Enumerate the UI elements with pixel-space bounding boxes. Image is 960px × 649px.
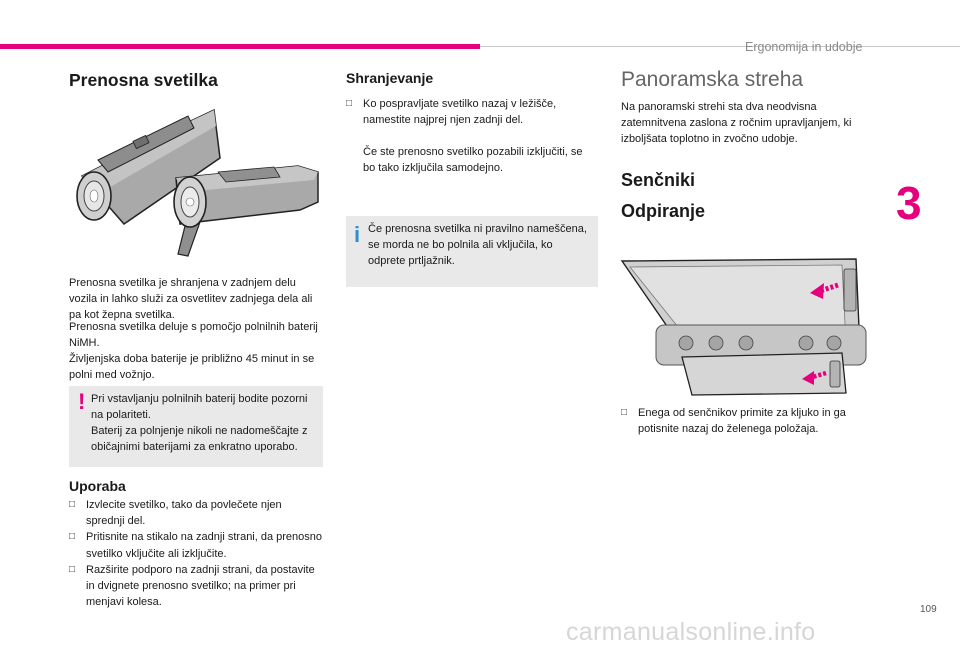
checkbox-icon: □ bbox=[621, 407, 628, 418]
battery-life-info: Življenjska doba baterije je približno 45 minut in se polni med vožnjo. bbox=[69, 353, 315, 382]
list-item: □ Razširite podporo na zadnji strani, da postavite in dvignete prenosno svetilko; na primer pri menjavi kolesa. bbox=[69, 563, 315, 609]
sunshades-title: Senčniki bbox=[621, 170, 696, 190]
list-item: □ Izvlecite svetilko, tako da povlečete njen sprednji del. bbox=[69, 499, 282, 528]
list-item: □ Ko pospravljate svetilko nazaj v ležišče, namestite najprej njen zadnji del. bbox=[346, 98, 557, 127]
warning-icon: ! bbox=[78, 389, 86, 414]
opening-list bbox=[621, 405, 875, 437]
warning-text-1: Pri vstavljanju polnilnih baterij bodite pozorni na polariteti. bbox=[91, 393, 308, 422]
lamp-title: Prenosna svetilka bbox=[69, 70, 218, 90]
list-item: □ Pritisnite na stikalo na zadnji strani, da prenosno svetilko vključite ali izključite. bbox=[69, 531, 323, 560]
info-box bbox=[346, 216, 598, 287]
info-text: Če prenosna svetilka ni pravilno nameščena, se morda ne bo polnila ali vključila, ko odprete prtljažnik. bbox=[368, 223, 587, 268]
lamp-stand-illustration bbox=[174, 166, 318, 256]
warning-box bbox=[69, 386, 323, 467]
checkbox-icon: □ bbox=[69, 531, 76, 543]
header-accent-bar bbox=[0, 44, 480, 49]
watermark: carmanualsonline.info bbox=[566, 618, 816, 646]
lamp-battery-info: Prenosna svetilka deluje s pomočjo polnilnih baterij NiMH. bbox=[69, 321, 318, 350]
info-icon: i bbox=[354, 222, 361, 247]
chapter-number: 3 bbox=[896, 177, 922, 229]
checkbox-icon: □ bbox=[346, 98, 353, 109]
portable-lamp-illustration bbox=[68, 106, 328, 266]
usage-list bbox=[69, 497, 323, 610]
checkbox-icon: □ bbox=[69, 499, 76, 510]
page-number: 109 bbox=[920, 604, 937, 615]
panoramic-roof-illustration bbox=[620, 233, 873, 400]
usage-title: Uporaba bbox=[69, 478, 126, 494]
storage-title: Shranjevanje bbox=[346, 70, 434, 86]
lamp-description: Prenosna svetilka je shranjena v zadnjem delu vozila in lahko služi za osvetlitev zadnjega dela ali pa kot žepna svetilka. bbox=[69, 277, 313, 322]
list-item: □ Enega od senčnikov primite za kljuko in ga potisnite nazaj do želenega položaja. bbox=[621, 407, 846, 436]
checkbox-icon: □ bbox=[69, 563, 76, 575]
opening-title: Odpiranje bbox=[621, 201, 706, 221]
warning-text-2: Baterij za polnjenje nikoli ne nadomeščajte z običajnimi baterijami za enkratno uporabo. bbox=[91, 425, 308, 454]
storage-list bbox=[346, 96, 596, 128]
panoramic-roof-title: Panoramska streha bbox=[621, 68, 804, 91]
section-header: Ergonomija in udobje bbox=[745, 40, 863, 54]
panoramic-roof-intro: Na panoramski strehi sta dva neodvisna zatemnitvena zaslona z ročnim upravljanjem, ki izboljšata toplotno in zvočno udobje. bbox=[621, 101, 852, 146]
rear-sunshade-illustration bbox=[682, 353, 846, 395]
header-divider bbox=[480, 46, 960, 47]
storage-note: Če ste prenosno svetilko pozabili izključiti, se bo tako izključila samodejno. bbox=[363, 146, 583, 175]
